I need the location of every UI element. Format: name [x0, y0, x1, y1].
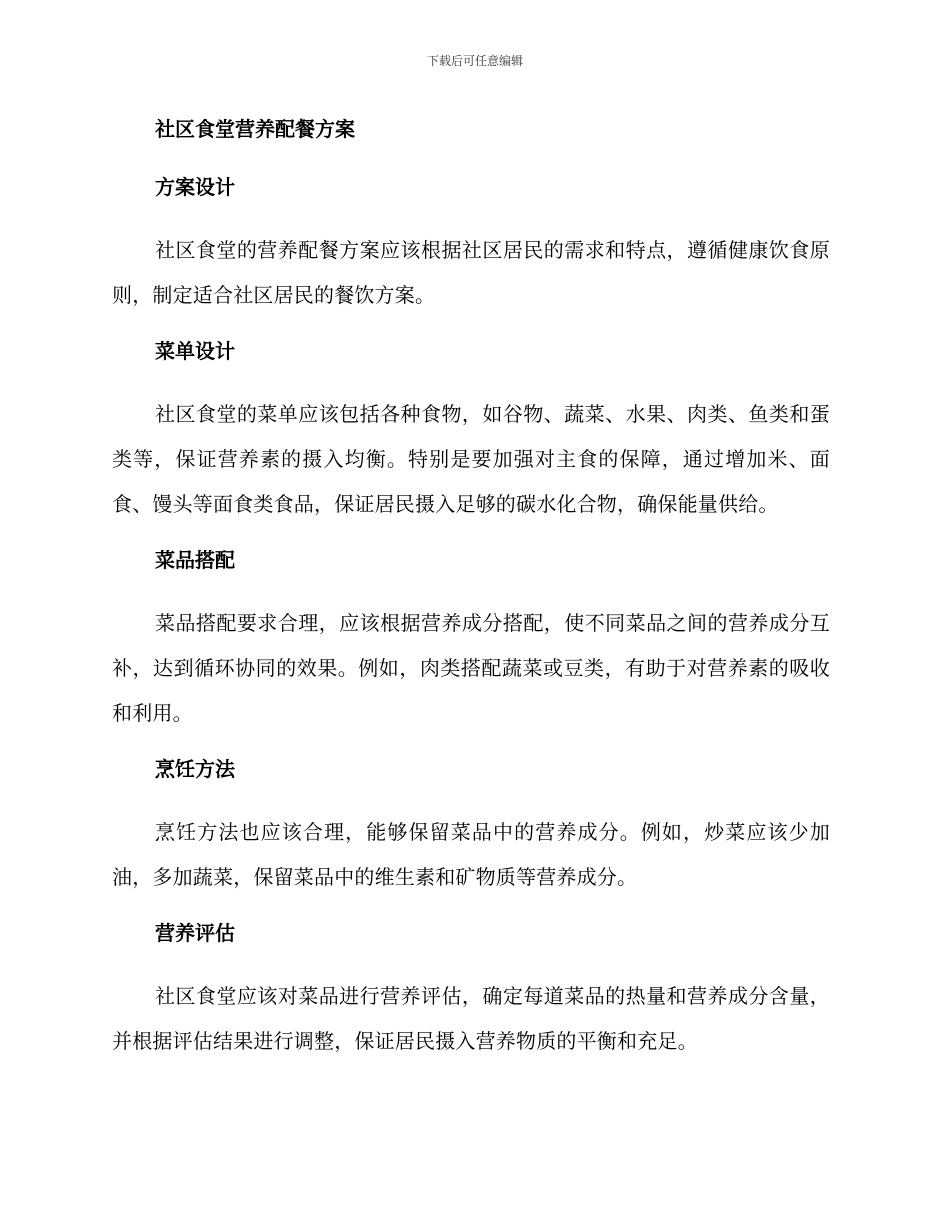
document-title: 社区食堂营养配餐方案 [155, 117, 355, 141]
section-paragraph: 社区食堂的营养配餐方案应该根据社区居民的需求和特点，遵循健康饮食原则，制定适合社区居民的餐饮方案。 [112, 238, 830, 307]
section-paragraph: 菜品搭配要求合理，应该根据营养成分搭配，使不同菜品之间的营养成分互补，达到循环协同的效果。例如，肉类搭配蔬菜或豆类，有助于对营养素的吸收和利用。 [112, 611, 830, 725]
section-heading: 营养评估 [155, 921, 235, 945]
page-header-note: 下载后可任意编辑 [426, 54, 523, 68]
section-paragraph: 社区食堂的菜单应该包括各种食物，如谷物、蔬菜、水果、肉类、鱼类和蛋类等，保证营养素的摄入均衡。特别是要加强对主食的保障，通过增加米、面食、馒头等面食类食品，保证居民摄入足够的碳水化合物，确保能量供给。 [112, 402, 830, 516]
section-paragraph: 烹饪方法也应该合理，能够保留菜品中的营养成分。例如，炒菜应该少加油，多加蔬菜，保留菜品中的维生素和矿物质等营养成分。 [112, 820, 830, 889]
document-body [112, 112, 830, 1080]
section-heading: 方案设计 [155, 175, 235, 199]
section-heading: 菜品搭配 [155, 548, 235, 572]
section-heading: 菜单设计 [155, 339, 235, 363]
section-paragraph: 社区食堂应该对菜品进行营养评估，确定每道菜品的热量和营养成分含量，并根据评估结果进行调整，保证居民摄入营养物质的平衡和充足。 [112, 984, 830, 1053]
section-heading: 烹饪方法 [155, 757, 235, 781]
